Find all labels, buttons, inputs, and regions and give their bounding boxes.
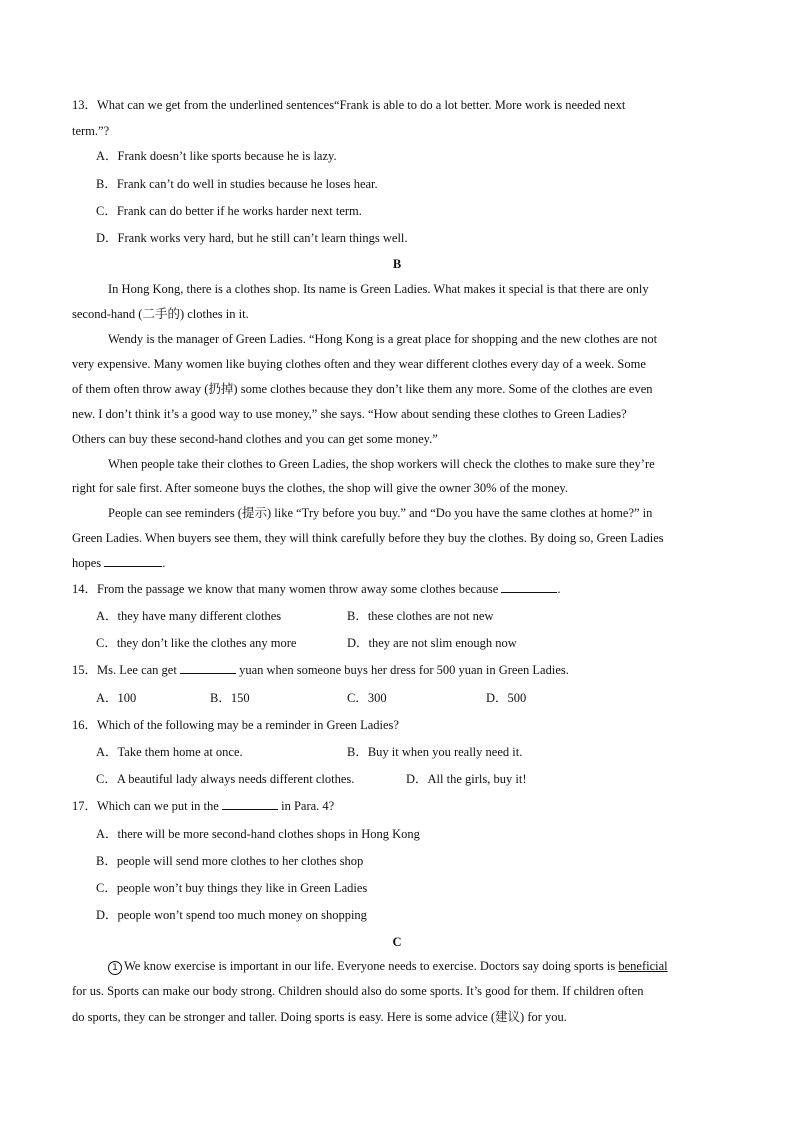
q15-option-b: B．150 (210, 691, 250, 705)
question-15-text-a: 15．Ms. Lee can get (72, 663, 177, 677)
passage-b-p2-line2: very expensive. Many women like buying clothes often and they wear different clothes every day of a week. Some (72, 357, 646, 371)
passage-b-p4-line3 (72, 554, 165, 572)
passage-b-p3-line1: When people take their clothes to Green Ladies, the shop workers will check the clothes to make sure they’re (108, 457, 655, 471)
question-13-stem: 13．What can we get from the underlined sentences“Frank is able to do a lot better. More work is needed next (72, 98, 626, 112)
passage-b-p3-line2: right for sale first. After someone buys the clothes, the shop will give the owner 30% of the money. (72, 481, 568, 495)
question-15-text-b: yuan when someone buys her dress for 500 yuan in Green Ladies. (239, 663, 569, 677)
q16-option-c: C．A beautiful lady always needs different clothes. (96, 772, 355, 786)
q17-option-a: A．there will be more second-hand clothes shops in Hong Kong (96, 827, 420, 841)
passage-b-p2-line4: new. I don’t think it’s a good way to use money,” she says. “How about sending these clothes to Green Ladies? (72, 407, 627, 421)
passage-b-p2-line1: Wendy is the manager of Green Ladies. “Hong Kong is a great place for shopping and the new clothes are not (108, 332, 658, 346)
q13-option-b: B．Frank can’t do well in studies because he loses hear. (96, 177, 378, 191)
question-17-text-a: 17．Which can we put in the (72, 799, 219, 813)
q13-option-a: A．Frank doesn’t like sports because he is lazy. (96, 149, 337, 163)
q17-option-c: C．people won’t buy things they like in Green Ladies (96, 881, 368, 895)
q15-option-c: C．300 (347, 691, 387, 705)
passage-b-p2-line5: Others can buy these second-hand clothes and you can get some money.” (72, 432, 438, 446)
q13-option-d: D．Frank works very hard, but he still can’t learn things well. (96, 231, 408, 245)
question-14-stem (72, 580, 561, 598)
period: . (162, 556, 166, 570)
passage-c-line1 (108, 957, 668, 975)
passage-b-p4-line2: Green Ladies. When buyers see them, they will think carefully before they buy the clothes. By doing so, Green Ladies (72, 531, 664, 545)
q17-option-b: B．people will send more clothes to her clothes shop (96, 854, 364, 868)
q14-option-a: A．they have many different clothes (96, 609, 282, 623)
underlined-word: beneficial (618, 959, 668, 973)
q13-option-c: C．Frank can do better if he works harder next term. (96, 204, 362, 218)
question-14-text: 14．From the passage we know that many women throw away some clothes because (72, 582, 499, 596)
question-17-stem (72, 797, 334, 815)
passage-c-line3: do sports, they can be stronger and taller. Doing sports is easy. Here is some advice (建议) for you. (72, 1010, 567, 1024)
q14-option-b: B．these clothes are not new (347, 609, 494, 623)
passage-b-p1-line1: In Hong Kong, there is a clothes shop. Its name is Green Ladies. What makes it special is that there are only (108, 282, 649, 296)
passage-b-p4-line1: People can see reminders (提示) like “Try before you buy.” and “Do you have the same clothes at home?” in (108, 506, 653, 520)
section-b-heading: B (392, 257, 402, 271)
q17-option-d: D．people won’t spend too much money on shopping (96, 908, 367, 922)
q15-option-d: D．500 (486, 691, 527, 705)
q14-option-c: C．they don’t like the clothes any more (96, 636, 297, 650)
passage-b-p2-line3: of them often throw away (扔掉) some clothes because they don’t like them any more. Some of the clothes are even (72, 382, 653, 396)
section-c-heading: C (392, 935, 402, 949)
q14-option-d: D．they are not slim enough now (347, 636, 517, 650)
paragraph-number-marker: 1 (108, 961, 122, 975)
passage-b-p1-line2: second-hand (二手的) clothes in it. (72, 307, 249, 321)
passage-c-line2: for us. Sports can make our body strong. Children should also do some sports. It’s good for them. If children often (72, 984, 644, 998)
q16-option-a: A．Take them home at once. (96, 745, 243, 759)
question-17-text-b: in Para. 4? (281, 799, 335, 813)
answer-blank (222, 797, 278, 810)
question-16-stem: 16．Which of the following may be a reminder in Green Ladies? (72, 718, 399, 732)
q16-option-d: D．All the girls, buy it! (406, 772, 527, 786)
answer-blank (501, 580, 557, 593)
question-15-stem (72, 661, 569, 679)
hopes-text: hopes (72, 556, 102, 570)
period: . (557, 582, 561, 596)
answer-blank (104, 554, 162, 567)
passage-c-line1-text: We know exercise is important in our life. Everyone needs to exercise. Doctors say doing sports is (124, 959, 616, 973)
question-13-stem-cont: term.”? (72, 124, 110, 138)
q15-option-a: A．100 (96, 691, 137, 705)
q16-option-b: B．Buy it when you really need it. (347, 745, 523, 759)
answer-blank (180, 661, 236, 674)
